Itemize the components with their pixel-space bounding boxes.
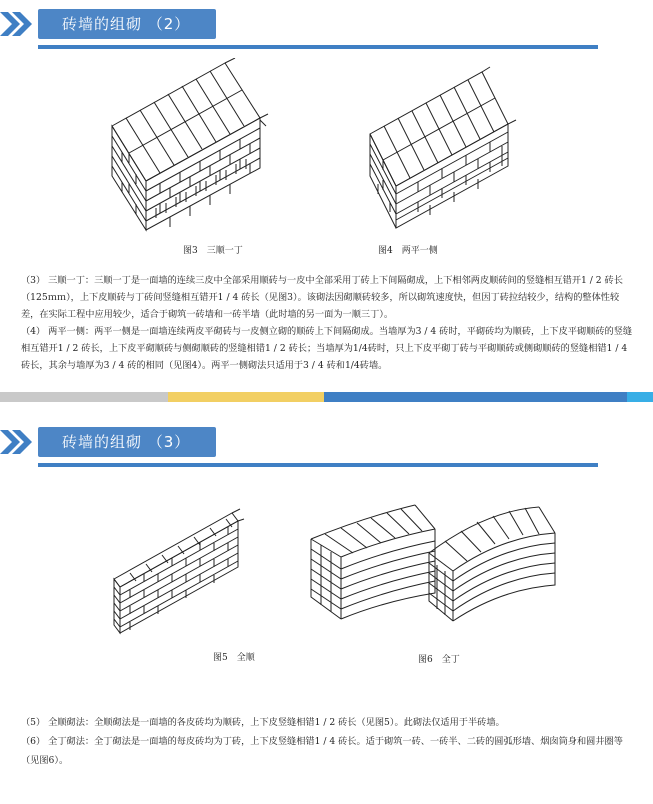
figure-4-brick-wall — [360, 62, 530, 234]
slide-title: 砖墙的组砌 （3） — [38, 427, 216, 457]
paragraph-5: （5） 全顺砌法：全顺砌法是一面墙的各皮砖均为顺砖，上下皮竖缝相错1 / 2 砖长（见图5）。此砌法仅适用于半砖墙。 — [21, 717, 505, 728]
figure-6-curved-walls — [305, 497, 565, 627]
figure-5-caption: 图5 全顺 — [213, 653, 255, 663]
title-rule — [38, 45, 598, 49]
band-yellow — [168, 392, 324, 402]
figure-4-caption: 图4 两平一侧 — [378, 246, 438, 256]
figure-5-brick-wall — [108, 507, 248, 637]
band-light-blue — [627, 392, 653, 402]
double-chevron-right-icon — [0, 428, 34, 456]
figure-6-caption: 图6 全丁 — [418, 655, 460, 665]
figure-3-brick-wall — [100, 58, 280, 238]
paragraph-4: （4） 两平一侧：两平一侧是一面墙连续两皮平砌砖与一皮侧立砌的顺砖上下间隔砌成。当墙厚为3 / 4 砖时，平砌砖均为顺砖，上下皮平砌顺砖的竖缝相互错开1 / 2 砖长，上下皮平砌顺砖与侧砌顺砖的竖缝相错1 / 2 砖长；当墙厚为1/4砖时，只上下皮平砌丁砖与平砌顺砖或侧砌顺砖的竖缝相错1 / 4 砖长，其余与墙厚为3 / 4 砖的相同（见图4）。两平一侧砌法只适用于3 / 4 砖和1/4砖墙。 — [21, 326, 633, 371]
title-rule — [38, 463, 598, 467]
band-blue — [324, 392, 627, 402]
slide-title: 砖墙的组砌 （2） — [38, 9, 216, 39]
figure-3-caption: 图3 三顺一丁 — [183, 246, 243, 256]
paragraph-3: （3） 三顺一丁：三顺一丁是一面墙的连续三皮中全部采用顺砖与一皮中全部采用丁砖上下间隔砌成，上下相邻两皮顺砖间的竖缝相互错开1 / 2 砖长（125ｍｍ），上下皮顺砖与丁砖间竖缝相互错开1 / 4 砖长（见图3）。该砌法因砌顺砖较多，所以砌筑速度快，但因丁砖拉结较少，结构的整体性较差，在实际工程中应用较少，适合于砌筑一砖墙和一砖半墙（此时墙的另一面为一顺三丁）。 — [21, 275, 623, 320]
band-gray — [0, 392, 168, 402]
paragraph-6: （6） 全丁砌法：全丁砌法是一面墙的每皮砖均为丁砖，上下皮竖缝相错1 / 4 砖长。适于砌筑一砖、一砖半、二砖的圆弧形墙、烟囱筒身和圆井圈等（见图6）。 — [21, 736, 623, 766]
slide-1 — [0, 0, 653, 392]
double-chevron-right-icon — [0, 10, 34, 38]
slide-1-text — [21, 272, 633, 374]
slide-2 — [0, 402, 653, 804]
slide-2-text — [21, 713, 633, 770]
